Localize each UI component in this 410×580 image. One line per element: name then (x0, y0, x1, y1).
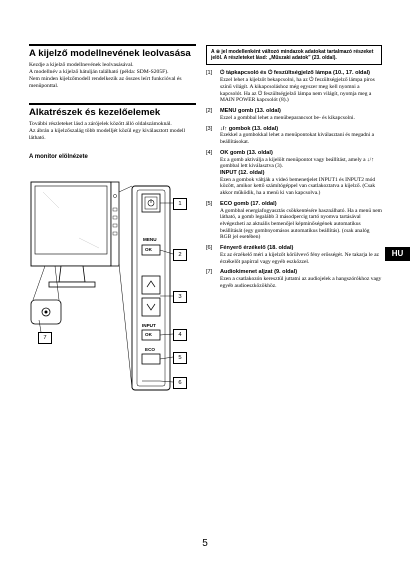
list-item (206, 245, 382, 265)
section-rule (29, 44, 196, 46)
ok-button-label: OK (145, 332, 152, 337)
parts-section (29, 103, 196, 160)
item-description: Ezzel a gombbal lehet a menübeparancsot be- és kikapcsolni. (220, 114, 355, 121)
callout-4: 4 (173, 329, 187, 341)
parts-list (206, 70, 382, 289)
callout-6: 6 (173, 377, 187, 389)
item-title: Fényerő érzékelő (18. oldal) (220, 245, 294, 252)
item-title: ⏻ tápkapcsoló és ⏻ feszültségjelző lámpa (10., 17. oldal) (220, 70, 370, 77)
item-title: Audiokimenet aljzat (9. oldal) (220, 269, 298, 276)
page-number: 5 (202, 538, 208, 549)
list-item (206, 201, 382, 241)
menu-label: MENU (143, 237, 157, 242)
item-number: [4] (206, 149, 213, 156)
item-description: Ezen a csatlakozón keresztül juttatni az audiojelek a hangszórókhoz vagy egyéb audioeszközökhöz. (220, 276, 382, 289)
paragraph: Nem minden kijelzőmodell rendelkezik az összes leírt funkcióval és menüponttal. (29, 76, 182, 89)
paragraph: A modellnév a kijelző hátulján található (példa: SDM-S205F). (29, 69, 169, 75)
list-item (206, 108, 382, 122)
item-description: Ez a gomb aktiválja a kijelölt menüpontot vagy beállítást, amely a ↓/↑ gombbal lett kiválasztva (3). (220, 156, 374, 170)
section-rule (29, 103, 196, 105)
item-number: [1] (206, 70, 213, 77)
item-title: MENU gomb (13. oldal) (220, 108, 281, 115)
item-number: [2] (206, 108, 213, 115)
callout-7: 7 (38, 332, 52, 344)
item-sub-description: Ezen a gombok váltják a videó bemenetjelet INPUT1 és INPUT2 mód között, amikor kettő számítógéppel van csatlakoztatva a kijelző. (Csak akkor működik, ha a menü ki van kapcsolva.) (220, 176, 376, 197)
heading-model-name: A kijelző modellnevének leolvasása (29, 48, 191, 59)
item-title: OK gomb (13. oldal) (220, 149, 273, 156)
item-description: Ezekkel a gombokkal lehet a menüpontokat kiválasztani és megadni a beállításokat. (220, 132, 375, 146)
menu-button-label: OK (145, 247, 152, 252)
item-title: ECO gomb (17. oldal) (220, 200, 277, 207)
item-number: [3] (206, 125, 213, 132)
item-subtitle: INPUT (12. oldal) (220, 169, 265, 176)
item-title: ↓/↑ gombok (13. oldal) (220, 125, 279, 132)
paragraph: Az ábrán a kijelzőszalág több modelljét közül egy kiválasztott modell látható. (29, 128, 186, 141)
callout-3: 3 (173, 291, 187, 303)
monitor-figure (29, 178, 199, 408)
callout-5: 5 (173, 352, 187, 364)
eco-label: ECO (145, 347, 155, 352)
heading-parts: Alkatrészek és kezelőelemek (29, 107, 161, 118)
list-item (206, 70, 382, 104)
parts-intro-text (29, 121, 196, 142)
model-name-text (29, 62, 196, 90)
list-item (206, 150, 382, 197)
item-description: A gombbal energiafogyasztás csökkentésére használható. Ha a menü nem látható, a gomb legalább 3 másodpercig tartó nyomva tartásával elvégezheti az aktuális bemenőjel képminőségének automatikus beállítását (egy gombnyomásos automatikus beállítás). (csak analóg RGB jel esetében) (220, 207, 382, 241)
item-number: [5] (206, 200, 213, 207)
input-label: INPUT (142, 323, 156, 328)
left-column (29, 44, 196, 160)
item-number: [6] (206, 245, 213, 252)
model-note-box: A ※ jel modellenként változó mindazok adatokat tartalmazó részeket jelöl. A részleteket lásd: „Műszaki adatok” (23. oldal). (206, 45, 382, 65)
item-description: Ez az érzékelő méri a kijelzőt körülvevő fény erősségét. Ne takarja le az érzékelőt papírral vagy egyéb eszközzel. (220, 251, 379, 265)
list-item (206, 269, 382, 289)
paragraph: Kezdje a kijelző modellnevének leolvasásával. (29, 62, 134, 68)
callout-1: 1 (173, 198, 187, 210)
figure-title: A monitor elölnézete (29, 154, 88, 160)
item-number: [7] (206, 269, 213, 276)
callout-2: 2 (173, 249, 187, 261)
item-description: Ezzel lehet a kijelzőt bekapcsolni, ha az ⏻ feszültségjelző lámpa piros színű világít. A kikapcsoláshoz még egyszer meg kell nyomni a kapcsolót. Ha az ⏻ feszültségjelző lámpa nem világít, nyomja meg a MAIN POWER kapcsolót (8).) (220, 77, 375, 104)
language-tab: HU (385, 247, 410, 261)
right-column (206, 45, 382, 294)
list-item (206, 126, 382, 146)
paragraph: További részleteket lásd a zárójelek között álló oldalszámoknál. (29, 121, 172, 127)
